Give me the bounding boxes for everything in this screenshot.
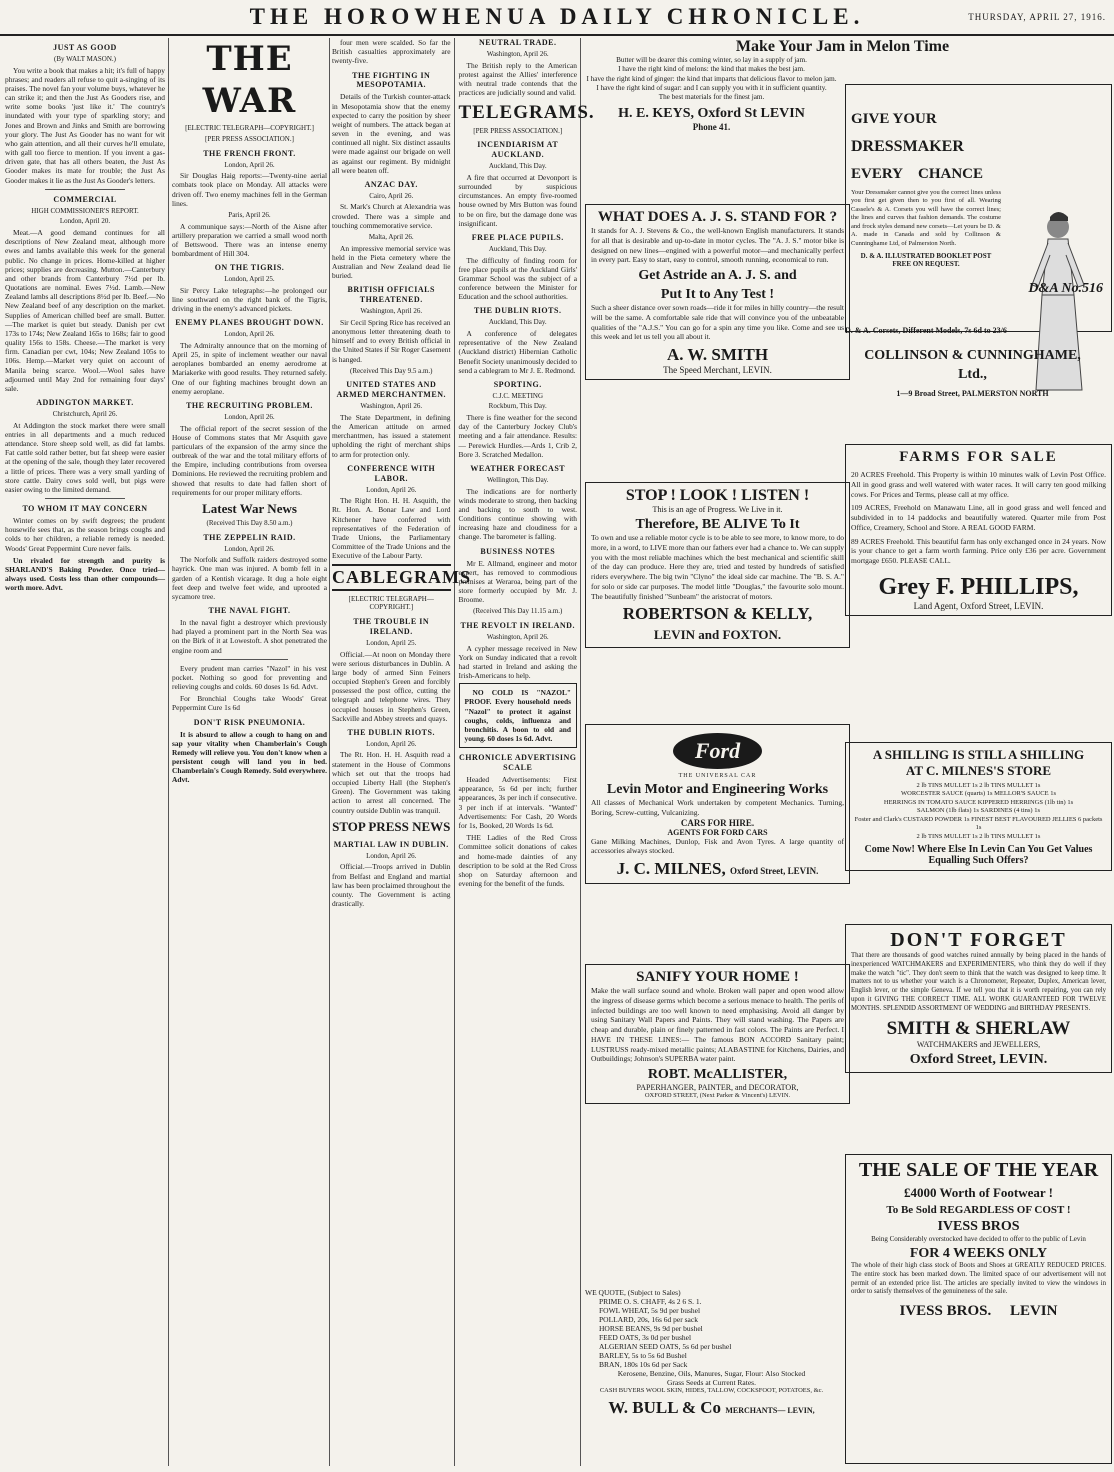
article-body: The difficulty of finding room for free place pupils at the Auckland Girls' Grammar School was the subject of a conference between the Minister for Education and the school authorities.	[458, 255, 577, 302]
dateline: London, April 26.	[224, 412, 275, 421]
footwear-sale-ad	[845, 1154, 1112, 1464]
divider	[45, 498, 125, 499]
collinson-block	[845, 345, 1100, 398]
advertiser-name: H. E. KEYS, Oxford St LEVIN	[618, 105, 805, 121]
ad-title: FARMS FOR SALE	[899, 449, 1058, 465]
article-heading: BRITISH OFFICIALS THREATENED.	[347, 285, 435, 305]
dateline: London, April 26.	[224, 160, 275, 169]
article-body: Meat.—A good demand continues for all descriptions of New Zealand meat, although more ewes and lambs available this week for the general public. No change in prices. Home-killed at higher prices; supplies are decreasing. Mutton.—Canterbury and other brands from Canterbury 7½d per lb. Quotations are nominal. Ewes 7½d. Lamb.—New Zealand lambs all descriptions 8½d per lb. Beef.—No New Zealand beef of any description on the market. Supplies of American chilled beef are small. Butter.—The market is quiet but steady. Danish per cwt 173s to 174s; New Zealand 165s to 168s; fair to good quality 156s to 158s. Cheese.—The market is very firm. Canadian per cwt, 104s; New Zealand 105s to 106s. Hemp.—Market very quiet on account of Manila being scarce. Wool.—Wool sales have adjourned until May 2nd for remaining four days' sale.	[5, 228, 165, 393]
dateline: Paris, April 26.	[228, 210, 271, 219]
column-3	[332, 38, 595, 1466]
ford-tagline: THE UNIVERSAL CAR	[678, 773, 757, 779]
dateline: Washington, April 26.	[360, 307, 423, 316]
ad-body: Make the wall surface sound and whole. Broken wall paper and open wood allow the ingress of disease germs which become a serious menace to health. The perils of infected buildings are too well known to need emphasising. Avoid all danger by using Sanitary Wall Papers and Paints. They will stand washing. The Papers are cheap and durable, plain or finely patterned in fast colors. The Paints are Perfect. I HAVE IN THESE LINES:— The famous BON ACCORD Sanitary paint; LUSTRUSS ready-mixed metallic paints; ALABASTINE for Kitchens, Dairies, and Outbuildings; Johnson's SUPERBA water paint.	[591, 986, 844, 1064]
article-heading: THE FIGHTING IN MESOPOTAMIA.	[352, 70, 431, 90]
dateline: Washington, April 26.	[486, 49, 549, 58]
price-item: WORCESTER SAUCE (quarts) 1s MELLOR'S SAUCE 1s	[900, 790, 1056, 798]
article-heading: CONFERENCE WITH LABOR.	[347, 463, 436, 483]
article-body: four men were scalded. So far the British casualties approximately are twenty-five.	[332, 38, 451, 66]
ad-body: Such a sheer distance over sown roads—ride it for miles in hilly country—the result will be the same. A comfortable sale ride that will convince you of the unbeatable qualities of the "A.J.S." You can go for a spin any time you like. Come and see us this week and let us tell you all about it.	[591, 303, 844, 342]
article-body: Sir Percy Lake telegraphs:—he prolonged our line southward on the right bank of the Tigris, driving in the enemy's advanced pickets.	[172, 285, 327, 314]
ad-line: D. & A. ILLUSTRATED BOOKLET POST FREE ON REQUEST.	[860, 252, 992, 269]
telegrams-title: TELEGRAMS.	[458, 102, 595, 124]
article-body: The British reply to the American protest against the Allies' interference with neutral trade contends that the practices are judicially sound and valid.	[458, 60, 577, 98]
stop-press-heading: STOP PRESS NEWS	[332, 818, 451, 834]
column-2	[172, 38, 327, 1466]
article-body: Sir Douglas Haig reports:—Twenty-nine aerial combats took place on Monday. All attacks were driven off. Two enemy machines fell in the German lines.	[172, 171, 327, 208]
article-heading: ADDINGTON MARKET.	[36, 398, 134, 408]
dateline: Auckland, This Day.	[488, 318, 547, 327]
ad-line: Butter will be dearer this coming winter, so lay in a supply of jam.	[616, 56, 807, 64]
article-heading: TO WHOM IT MAY CONCERN	[22, 504, 148, 514]
ajs-ad	[585, 204, 850, 380]
ad-body: It stands for A. J. Stevens & Co., the well-known English manufacturers. It stands for all that is desirable and up-to-date in motor cycles. The "A. J. S." motor bike is designed on new lines—engined with a powerful motor—and mechanically perfect in every part. Easy to start, easy to control, smooth running, economical to run.	[591, 226, 844, 265]
ad-slogan: Come Now! Where Else In Levin Can You Get Values Equalling Such Offers?	[864, 844, 1093, 867]
ad-line: The best materials for the finest jam.	[658, 93, 765, 102]
press-notice: [PER PRESS ASSOCIATION.]	[473, 126, 563, 135]
dateline: London, April 26.	[366, 851, 417, 860]
ford-logo	[591, 729, 844, 773]
dateline: London, April 26.	[366, 739, 417, 748]
ad-line: I have the right kind of sugar: and I can supply you with it in sufficient quantity.	[596, 84, 827, 93]
advertiser-name: ROBT. McALLISTER,	[647, 1067, 788, 1082]
article-heading: FREE PLACE PUPILS.	[471, 233, 564, 242]
advertiser-name: ROBERTSON & KELLY,	[622, 604, 813, 624]
article-heading: THE ZEPPELIN RAID.	[203, 532, 296, 542]
article-heading: INCENDIARISM AT AUCKLAND.	[477, 140, 559, 160]
ad-line: AGENTS FOR FORD CARS	[667, 827, 768, 837]
price-item: PRIME O. S. CHAFF, 4s 2 6 S. 1.	[599, 1297, 702, 1306]
price-item: ALGERIAN SEED OATS, 5s 6d per bushel	[599, 1342, 732, 1351]
dateline: London, April 20.	[59, 217, 111, 226]
dateline: Wellington, This Day.	[487, 475, 549, 484]
ad-subtitle: AT C. MILNES'S STORE	[905, 763, 1052, 778]
ad-line: £4000 Worth of Footwear !	[904, 1185, 1053, 1200]
cablegrams-title: CABLEGRAMS	[332, 564, 451, 590]
advertisement: It is absurd to allow a cough to hang on and sap your vitality when Chamberlain's Cough Remedy will relieve you. You don't know when a persistent cough will land you in bed. Chamberlain's Cough Remedy. Sold everywhere. Advt.	[172, 729, 327, 785]
ad-body: The whole of their high class stock of Boots and Shoes at GREATLY REDUCED PRICES. The entire stock has been marked down. The limited space of our advertisement will not permit of an extended price list. The articles are specially invited to view the windows in order to satisfy themselves of the genuineness of the sale.	[851, 1262, 1106, 1296]
advertiser-trade: WATCHMAKERS and JEWELLERS,	[916, 1039, 1041, 1049]
price-item: Foster and Clark's CUSTARD POWDER 1s FINEST BEST FLAVOURED JELLIES 6 packets 1s	[854, 815, 1103, 832]
article-body: St. Mark's Church at Alexandria was crowded. There was a simple and touching commemorative service.	[332, 202, 451, 230]
ad-title: Levin Motor and Engineering Works	[606, 782, 829, 797]
ad-body: Your Dressmaker cannot give you the correct lines unless you first get given then to you first of all. Wearing Cassele's & A. Corsets you will have the correct lines; the lines and curves that fashion demands. The costume and frock styles demand new corsets—Let yours be D. & A. made in Canada and sold by Collinson & Cunninghame Ltd, of Palmerston North.	[851, 189, 1001, 247]
ad-title: EVERY CHANCE	[851, 166, 983, 182]
advertiser-footer: IVESS BROS. LEVIN	[899, 1303, 1058, 1320]
price-list	[851, 782, 1106, 841]
price-item: FEED OATS, 3s 0d per bushel	[599, 1333, 692, 1342]
dateline: Cairo, April 26.	[369, 191, 414, 200]
ad-line: CASH BUYERS WOOL SKIN, HIDES, TALLOW, COCKSFOOT, POTATOES, &c.	[599, 1387, 824, 1394]
ad-body: Being Considerably overstocked have decided to offer to the public of Levin	[871, 1235, 1086, 1243]
article-body: The Norfolk and Suffolk raiders destroyed some hayrick. One man was injured. A bomb fell in a garden of a Kentish vicarage. It dug a hole eight feet deep and twelve feet wide, and uprooted a sycamore tree.	[172, 555, 327, 601]
robertson-kelly-ad	[585, 482, 850, 648]
article-heading: THE TROUBLE IN IRELAND.	[353, 617, 430, 636]
bull-ad	[585, 1288, 838, 1418]
price-item: 2 lb TINS MULLET 1s 2 lb TINS MULLET 1s	[916, 832, 1041, 840]
press-notice: [PER PRESS ASSOCIATION.]	[205, 134, 294, 143]
copyright-notice: [ELECTRIC TELEGRAPH—COPYRIGHT.]	[185, 124, 314, 133]
article-subheading: HIGH COMMISSIONER'S REPORT.	[31, 206, 139, 215]
dateline: London, April 26.	[366, 485, 417, 494]
ad-title: STOP ! LOOK ! LISTEN !	[625, 487, 810, 504]
column-rule	[168, 38, 169, 1466]
ad-line: FOR 4 WEEKS ONLY	[909, 1246, 1048, 1261]
article-heading: SPORTING.	[493, 379, 542, 389]
received-notice: (Received This Day 8.50 a.m.)	[206, 519, 293, 528]
article-body: A communique says:—North of the Aisne after artillery preparation we carried a small wood north of Bettswood. There was an intense enemy bombardment of Hill 304.	[172, 221, 327, 259]
war-title: THE WAR	[202, 39, 297, 122]
advertiser-name: Grey F. PHILLIPS,	[878, 573, 1079, 600]
article-heading: THE DUBLIN RIOTS.	[347, 727, 435, 737]
article-heading: THE FRENCH FRONT.	[203, 148, 296, 158]
dressmaker-ad	[845, 84, 1112, 332]
price-item: FOWL WHEAT, 5s 9d per bushel	[599, 1306, 701, 1315]
ford-ad	[585, 724, 850, 884]
dateline: London, April 26.	[224, 544, 275, 553]
ad-body: That there are thousands of good watches ruined annually by being placed in the hands of inexperienced WATCHMAKERS and EXPERIMENTERS, who think they do well if they make the watch "tic". They don't seem to think that the watch was designed to keep time. It matters not to us whether your watch is a Chronometer, Repeater, Duplex, American lever, English lever, or the simple Geneva. If we tell you that it is worth repairing, you can rely upon it GIVING THE CORRECT TIME. ALL WORK GUARANTEED FOR TWELVE MONTHS. SPLENDID ASSORTMENT OF WEDDING and BIRTHDAY PRESENTS.	[851, 952, 1106, 1012]
column-rule	[329, 38, 330, 1466]
article-body: The Admiralty announce that on the morning of April 25, in spite of inclement weather our naval aeroplanes bombarded an enemy aerodrome at Mariakerke with good results. They returned safely. One of our fighting machines brought down an enemy aeroplane.	[172, 340, 327, 396]
model-number: D&A No.516	[1028, 281, 1103, 296]
article-body: The official report of the secret session of the House of Commons states that Mr Asquith gave particulars of the expansion of the army since the outbreak of the war and the total military efforts of the Empire, including contributions from oversea Dominions. He reviewed the recruiting problem and showed that results to date had fallen short of requirements for our proper military efforts.	[172, 423, 327, 497]
advertiser-address: OXFORD STREET, (Next Parker & Vincent's) LEVIN.	[644, 1092, 791, 1099]
price-item: HORSE BEANS, 9s 9d per bushel	[599, 1324, 703, 1333]
newspaper-title: THE HOROWHENUA DAILY CHRONICLE.	[249, 4, 865, 29]
article-heading: ON THE TIGRIS.	[214, 263, 285, 273]
ad-title-block	[851, 111, 1001, 268]
article-heading: NEUTRAL TRADE.	[478, 38, 557, 47]
farms-ad	[845, 444, 1112, 616]
advertisement: For Bronchial Coughs take Woods' Great Peppermint Cure 1s 6d	[172, 694, 327, 713]
article-heading: WEATHER FORECAST	[470, 463, 566, 473]
dateline: London, April 25.	[366, 638, 417, 647]
advertiser-trade: PAPERHANGER, PAINTER, and DECORATOR,	[636, 1083, 799, 1092]
article-body: Headed Advertisements: First appearance, 5s 6d per inch; further appearances, 3s per inch if consecutive. 3 per inch if at intervals. "Wanted" Advertisements: For Cash, 20 Words for 1s, Booked, 20 Words 1s 6d.	[458, 775, 577, 830]
ad-line: Kerosene, Benzine, Oils, Manures, Sugar, Flour: Also Stocked	[617, 1369, 806, 1378]
article-body: You write a book that makes a hit; it's full of happy phrases; and readers all refuse to quit a-singing of its praises. The novel fan your volume buys, whatever he can strike it; and then the Just As Gooders rise, and write some books 'just like it.' The country's inundated with your type of sparkling story; and Jones and Brown and Jinks and Smith are borrowing your glory. The Just As Gooder has no want for wit who gain attention, and all their curves he'll emulate, with gall too fierce to mention. If you invent a gas-driven gate, that has all others beaten, the Just As Gooder makes its mate for trouble; the Just As Gooder makes it lie as the Just As Gooder's letters.	[5, 65, 165, 185]
price-item: BARLEY, 5s to 5s 6d Bushel	[599, 1351, 687, 1360]
dateline: Washington, April 26.	[360, 402, 423, 411]
divider	[211, 659, 289, 660]
article-body: An impressive memorial service was held in the Pieta cemetery where the Australian and New Zealand dead lie buried.	[332, 243, 451, 281]
article-body: Official.—Troops arrived in Dublin from Belfast and England and martial law has been proclaimed throughout the county. The Government is acting drastically.	[332, 862, 451, 909]
farm-listing: 20 ACRES Freehold. This Property is within 10 minutes walk of Levin Post Office. All in good grass and well watered with water races. It will carry ten good milking cows. For Prices and Terms, please call at my office.	[851, 470, 1106, 499]
advertiser-address: 1—9 Broad Street, PALMERSTON NORTH	[896, 389, 1049, 398]
ad-line: Grass Seeds at Current Rates.	[667, 1378, 756, 1387]
dateline: Washington, April 26.	[486, 632, 549, 641]
article-heading: MARTIAL LAW IN DUBLIN.	[333, 839, 449, 849]
received-notice: (Received This Day 9.5 a.m.)	[350, 366, 433, 375]
article-heading: ANZAC DAY.	[364, 179, 418, 189]
article-body: At Addington the stock market there were small entries in all departments and a much reduced attendance. Store sheep sold well, as did fat lambs. Fat cattle sold rather better, but fat sheep were easier at the opening of the sale, though they later recovered a little of prices. There was a very small yarding of store cattle. Dairy cows sold well, but pigs were easier owing to the limited demand.	[5, 420, 165, 494]
advertiser-name: SMITH & SHERLAW	[886, 1017, 1071, 1039]
issue-date: THURSDAY, APRIL 27, 1916.	[968, 12, 1106, 22]
article-subheading: C.J.C. MEETING	[492, 391, 544, 400]
column-rule	[580, 38, 581, 1466]
dateline: Malta, April 26.	[368, 232, 414, 241]
article-body: Mr E. Allmand, engineer and motor expert, has removed to commodious premises at Weraroa, being part of the store formerly occupied by Mr. J. Broome.	[458, 558, 577, 605]
received-notice: (Received This Day 11.15 a.m.)	[473, 607, 563, 616]
article-heading: BUSINESS NOTES	[480, 546, 556, 556]
article-body: The indications are for northerly winds moderate to strong, then backing and backing to south to west. Conditions continue showing with increasing haze and cloudiness for a change. The barometer is falling.	[458, 486, 577, 542]
dateline: Auckland, This Day.	[488, 244, 547, 253]
article-heading: THE REVOLT IN IRELAND.	[460, 621, 575, 631]
ad-slogan: Get Astride an A. J. S. and	[638, 268, 797, 283]
section-heading: COMMERCIAL	[53, 194, 117, 204]
article-body: There is fine weather for the second day of the Canterbury Jockey Club's meeting and a fair attendance. Results:— Perewick Hurdles.—Ards 1, Crib 2, Bore 3. Scratched Medallon.	[458, 413, 577, 459]
price-item: HERRINGS IN TOMATO SAUCE KIPPERED HERRINGS (1lb tin) 1s	[883, 798, 1074, 806]
ad-line: I have the right kind of melons: the kind that makes the best jam.	[618, 65, 805, 74]
article-body: The Rt. Hon. H. H. Asquith read a statement in the House of Commons which set out that the troops had occupied Liberty Hall (the Stephen's Green). The Government was taking action to arrest all concerned. The country outside Dublin was tranquil.	[332, 750, 451, 815]
article-body: A cypher message received in New York on Sunday indicated that a revolt had started in Ireland and asking the Irish-Americans to help.	[458, 643, 577, 681]
shilling-ad	[845, 742, 1112, 871]
advertiser-name: A. W. SMITH	[666, 345, 769, 364]
article-body: Winter comes on by swift degrees; the prudent housewife sees that, as the season brings coughs and colds to her children, a reliable remedy is needed. Woods' Great Peppermint Cure never fails.	[5, 516, 165, 553]
advertisement: Un rivaled for strength and purity is SHARLAND'S Baking Powder. Once tried—always used. Costs less than other compounds—worth more. Advt.	[5, 555, 165, 593]
latest-news-heading: Latest War News	[202, 500, 297, 516]
price-item: BRAN, 180s 10s 6d per Sack	[599, 1360, 688, 1369]
advertiser-name: J. C. MILNES, Oxford Street, LEVIN.	[616, 859, 819, 878]
corset-price-line: D. & A. Corsets, Different Models, 7s 6d to 23/6	[845, 326, 1007, 335]
ad-line: WE QUOTE, (Subject to Sales)	[585, 1288, 681, 1297]
ad-line: I have the right kind of ginger: the kind that imparts that delicious flavor to melon jam.	[586, 74, 837, 83]
article-heading: CHRONICLE ADVERTISING SCALE	[458, 753, 577, 773]
advertiser-name: W. BULL & Co MERCHANTS— LEVIN,	[608, 1397, 815, 1417]
advertiser-name: IVESS BROS	[937, 1219, 1020, 1234]
article-body: The Right Hon. H. H. Asquith, the Rt. Hon. A. Bonar Law and Lord Kitchener have conferred with representatives of the Federation of Trade Unions, the Parliamentary Committee of the Trade Unions and the Executive of the Labour Party.	[332, 496, 451, 561]
copyright-notice: [ELECTRIC TELEGRAPH—COPYRIGHT.]	[348, 594, 434, 612]
article-body: The State Department, in defining the American attitude on armed merchantmen, has issued a statement upholding the right of merchant ships to arm for protection only.	[332, 412, 451, 459]
price-item: POLLARD, 20s, 16s 6d per sack	[599, 1315, 698, 1324]
advertiser-town: LEVIN and FOXTON.	[653, 627, 782, 643]
price-list	[585, 1297, 838, 1369]
article-heading: THE DUBLIN RIOTS.	[474, 306, 562, 316]
article-heading: JUST AS GOOD	[53, 43, 117, 52]
ad-subtitle: This is an age of Progress. We Live in it.	[652, 505, 783, 514]
article-body: THE Ladies of the Red Cross Committee solicit donations of cakes and home-made dainties of any description to be sold at the Red Cross shop on Saturday afternoon and evening for the benefit of the funds.	[458, 833, 577, 889]
article-body: A conference of delegates representative of the New Zealand (Auckland district) Hibernian Catholic Benefit Society unanimously decided to send a cablegram to Mr J. E. Redmond.	[458, 329, 577, 375]
dateline: Rockburn, This Day.	[488, 402, 547, 411]
ad-title: SANIFY YOUR HOME !	[636, 969, 799, 985]
article-body: Official.—At noon on Monday there were serious disturbances in Dublin. A large body of armed Sinn Feiners occupied Stephen's Green and forcibly possessed the post office, cutting the telegraph and telephone wires. They occupied houses in Stephen's Green, Sackville and Abbey streets and quays.	[332, 649, 451, 723]
advertiser-name: COLLINSON & CUNNINGHAME,	[864, 348, 1081, 363]
advertisement: Every prudent man carries "Nazol" in his vest pocket. Nothing so good for preventing and relieving coughs and colds. 60 doses 1s 6d. Advt.	[172, 663, 327, 692]
article-heading: THE NAVAL FIGHT.	[208, 606, 291, 616]
article-body: In the naval fight a destroyer which previously had played a prominent part in the North Sea was on the Birk of it at Lowestoft. A shot penetrated the engine room and	[172, 618, 327, 655]
article-heading: THE RECRUITING PROBLEM.	[186, 400, 313, 410]
watchmakers-ad	[845, 924, 1112, 1073]
divider	[45, 189, 125, 190]
advertiser-tag: The Speed Merchant, LEVIN.	[663, 365, 772, 375]
article-body: Details of the Turkish counter-attack in Mesopotamia show that the enemy expected to carry the position by sheer weight of numbers. The attack began at seven in the evening, and was continued all night. Six distinct assaults were made against our brigade on well as against our regiment. By midnight all were beaten off.	[332, 92, 451, 175]
ad-title: DRESSMAKER	[851, 138, 964, 155]
ad-line: To Be Sold REGARDLESS OF COST !	[886, 1204, 1071, 1216]
ad-title: THE SALE OF THE YEAR	[858, 1159, 1099, 1181]
column-1	[5, 38, 165, 1466]
masthead	[0, 0, 1114, 36]
farm-listing: 109 ACRES, Freehold on Manawatu Line, all in good grass and well fenced and subdivided in to 14 paddocks and beautifully watered. Quarter mile from Post Office, Creamery, School and Store. A REAL GOOD FARM.	[851, 503, 1106, 532]
dateline: London, April 26.	[224, 330, 275, 339]
ad-title: GIVE YOUR	[851, 111, 937, 127]
article-body: A fire that occurred at Devonport is surrounded by suspicious circumstances. An empty five-roomed house owned by Mrs Button was found to be on fire, but the damage done was insignificant.	[458, 172, 577, 228]
advertiser-ltd: Ltd.,	[958, 367, 987, 382]
ad-slogan: Therefore, BE ALIVE To It	[635, 517, 800, 532]
ad-line: CARS FOR HIRE.	[680, 817, 755, 828]
dateline: London, April 25.	[224, 275, 275, 284]
ad-body: Gane Milking Machines, Dunlop, Fisk and Avon Tyres. A large quantity of accessories always stocked.	[591, 836, 844, 856]
advertisement: NO COLD IS "NAZOL" PROOF. Every household needs "Nazol" to protect it against coughs, colds, influenza and bronchitis. A boon to old and young. 60 doses 1s 6d. Advt.	[459, 683, 578, 748]
sanify-ad	[585, 964, 850, 1104]
ad-body	[585, 56, 838, 103]
ad-body: All classes of Mechanical Work undertaken by competent Mechanics. Turning, Boring, Screw-cutting, Vulcanizing.	[591, 798, 844, 817]
phone: Phone 41.	[692, 121, 731, 132]
dateline: Christchurch, April 26.	[52, 410, 118, 419]
dateline: Auckland, This Day.	[488, 162, 547, 171]
ad-body: To own and use a reliable motor cycle is to be able to see more, to know more, to do more, in a word, to LIVE more than our fathers ever had a chance to. We can supply you with the most reliable machines which the best mechanical and scientific skill of the day can produce. Here they are, tried and tested by hundreds of satisfied riders everywhere. The big twin "Clyno" the ideal side car machine. The "B. S. A." for solo or side car purposes. The model little "Douglas," the favourite solo mount. The beautifully finished "Sunbeam" the aristocrat of motors.	[591, 533, 844, 601]
ad-title: DON'T FORGET	[890, 929, 1067, 951]
ford-logo-icon: Ford	[673, 733, 762, 769]
byline: (By WALT MASON.)	[54, 54, 116, 63]
article-body: Sir Cecil Spring Rice has received an anonymous letter threatening death to himself and to every British official in the United States if Sir Roger Casement is hanged.	[332, 317, 451, 364]
ad-slogan: Put It to Any Test !	[660, 287, 775, 302]
article-heading: DON'T RISK PNEUMONIA.	[193, 717, 306, 727]
advertiser-address: Oxford Street, LEVIN.	[909, 1051, 1048, 1067]
price-item: 2 lb TINS MULLET 1s 2 lb TINS MULLET 1s	[916, 782, 1041, 789]
ad-title: WHAT DOES A. J. S. STAND FOR ?	[597, 209, 838, 225]
advertiser-address: Land Agent, Oxford Street, LEVIN.	[913, 600, 1044, 611]
article-heading: ENEMY PLANES BROUGHT DOWN.	[175, 318, 324, 328]
ad-title: A SHILLING IS STILL A SHILLING	[872, 747, 1085, 762]
article-heading: UNITED STATES AND ARMED MERCHANTMEN.	[336, 380, 446, 400]
farm-listing: 89 ACRES Freehold. This beautiful farm has only exchanged once in 24 years. Now is your chance to get a farm worth farming. Price only £36 per acre. Government mortgage £650. PLEASE CALL.	[851, 536, 1106, 565]
ad-title: Make Your Jam in Melon Time	[735, 38, 950, 55]
price-item: SALMON (1lb flats) 1s SARDINES (4 tins) 1s	[917, 807, 1040, 815]
